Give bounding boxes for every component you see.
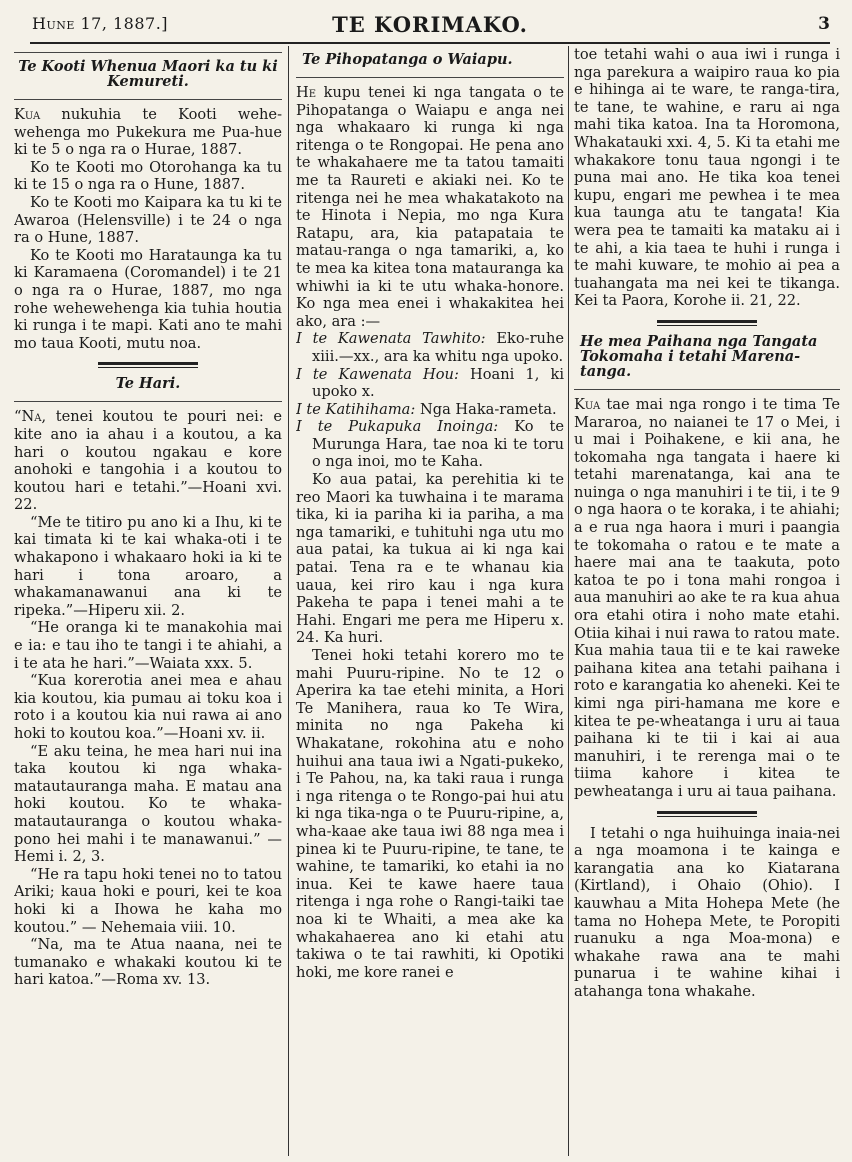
reading-list-item: I te Katihihama: Nga Haka-rameta. [296,400,557,418]
reading-list-item: I te Pukapuka Inoinga: Ko te Murunga Hara, tae noa ki te toru o nga inoi, mo te Kaha. [296,418,564,471]
divider [14,99,282,100]
paragraph: I tetahi o nga huihuinga inaia-nei a nga moamona i te kainga e karangatia ana ko Kiatarana (Kirtland), i Ohaio (Ohio). I kauwhau a Mita Hohepa Mete (he tama no Hohepa Mete, te Poropiti ruanuku a nga Moa-mona) e whakahe rawa ana te mahi punarua i te wahine kihai i atahanga tona whakahe. [574,824,840,1000]
column-rule [288,46,289,1156]
paragraph: Ko te Kooti mo Kaipara ka tu ki te Awaroa (Helensville) i te 24 o nga ra o Hune, 1887. [14,193,282,247]
article-heading: Te Kooti Whenua Maori ka tu ki Kemureti. [18,58,278,90]
paragraph: Kua tae mai nga rongo i te tima Te Mararoa, no naianei te 17 o Mei, i u mai i Poihakene, e kii ana, he tokomaha nga tangata i haere ki tetahi marenatanga, kai ana te nuinga o nga manuhiri i te tii, i te 9 o nga haora o te koraka, i te ahiahi; a e rua nga haora i muri i paangia te tokomaha o ratou e te mate a haere mai ana te taakuta, poto katoa te po i tona mahi rongoa i aua manuhiri ao ake te ra kua ahua ora etahi otira i noho mate etahi. Otiia kihai i nui rawa to ratou mate. Kua mahia taua tii e te kai raweke paihana kitea ana tetahi paihana i roto e karangatia ko aheneki. Kei te kimi nga piri-hamana me kore e kitea te pe-wheatanga i uru ai taua paihana ki te tii i kai ai aua manuhiri, i te rerenga mai o te tiima kahore i kitea te pewheatanga i uru ai taua paihana. [574,395,840,800]
paragraph: He kupu tenei ki nga tangata o te Pihopatanga o Waiapu e anga nei nga whakaaro ki runga ki nga ritenga o te Rongopai. He pena ano te whakahaere me ta tatou tamaiti me ta Raureti e akiaki nei. Ko te ritenga nei he mea whakatakoto na te Hinota i Nepia, mo nga Kura Ratapu, ara, kia patapataia te matau-ranga o nga tamariki, a, ko te mea ka kitea tona matauranga ka whiwhi ia ki te utu whaka-honore. Ko nga mea enei i whakakitea hei ako, ara :— [296,84,564,330]
article-heading: He mea Paihana nga Tangata Tokomaha i tetahi Marena-tanga. [580,332,818,380]
section-separator [98,362,198,368]
divider [574,389,840,390]
quotation: “He oranga ki te manakohia mai e ia: e tau iho te tangi i te ahiahi, a i te ata he hari.”—Waiata xxx. 5. [14,619,282,672]
quotation: “He ra tapu hoki tenei no to tatou Ariki; kaua hoki e pouri, kei te koa hoki ki a Ihowa he kaha mo koutou.” — Nehemaia viii. 10. [14,865,282,936]
column-rule [568,46,569,1156]
page-number: 3 [818,14,830,34]
divider [14,52,282,53]
paragraph: Ko aua patai, ka perehitia ki te reo Maori ka tuwhaina i te marama tika, ki ia pariha ki ia pariha, a ma nga tamariki, e tuhituhi nga utu mo aua patai, ka tukua ai ki nga kai patai. Tena ra e te whanau kia uaua, kei riro kau i nga kura Pakeha te papa i tenei mahi a te Hahi. Engari me pera me Hiperu x. 24. Ka huri. [296,471,564,647]
quotation: “E aku teina, he mea hari nui ina taka koutou ki nga whaka-matautauranga maha. E matau ana hoki koutou. Ko te whaka-matautauranga o koutou whaka-pono hei mahi i te manawanui.” —Hemi i. 2, 3. [14,742,282,866]
paragraph: Tenei hoki tetahi korero mo te mahi Puuru-ripine. No te 12 o Aperira ka tae etehi minita, a Hori Te Manihera, raua ko Te Wira, minita no nga Pakeha ki Whakatane, rokohina atu e noho huihui ana taua iwi a Ngati-pukeko, i Te Pahou, na, ka taki raua i runga i nga ritenga o te Rongo-pai hui atu ki nga tika-nga o te Puuru-ripine, a, wha-kaae ake taua iwi 88 nga mea i pinea ki te Puuru-ripine, te tane, te wahine, te tamariki, ko etahi ia no inua. Kei te kawe haere taua ritenga i nga rohe o Rangi-taiki tae noa ki te Whaiti, a mea ake ka whakahaerea ano ki etahi atu takiwa o te tai rawhiti, ki Opotiki hoki, me kore ranei e [296,647,564,981]
masthead-title: TE KORIMAKO. [332,12,528,37]
article-heading: Te Hari. [115,375,181,393]
reading-list-item: I te Kawenata Tawhito: Eko-ruhe xiii.—xx., ara ka whitu nga upoko. [296,330,564,365]
paragraph: Ko te Kooti mo Otorohanga ka tu ki te 15 o nga ra o Hune, 1887. [14,158,282,194]
column-1 [14,46,282,989]
section-separator [657,811,757,817]
quotation: “Na, ma te Atua naana, nei te tumanako e whakaki koutou ki te hari katoa.”—Roma xv. 13. [14,936,282,989]
quotation: “Me te titiro pu ano ki a Ihu, ki te kai timata ki te kai whaka-oti i te whakapono i whakaaro hoki ia ki te hari i tona aroaro, a whakamanawanui ana ki te ripeka.”—Hiperu xii. 2. [14,513,282,619]
section-separator [657,320,757,326]
article-heading: Te Pihopatanga o Waiapu. [302,51,513,68]
divider [14,401,282,402]
quotation: “Na, tenei koutou te pouri nei: e kite ano ia ahau i a koutou, a ka hari o koutou ngakau e kore anohoki e tangohia i a koutou to koutou hari e tetahi.”—Hoani xvi. 22. [14,408,282,514]
reading-list-item: I te Kawenata Hou: Hoani 1, ki upoko x. [296,365,564,401]
page-header [30,8,830,44]
quotation: “Kua korerotia anei mea e ahau kia koutou, kia pumau ai toku koa i roto i a koutou kia nui rawa ai ano hoki to koutou koa.”—Hoani xv. ii. [14,672,282,742]
issue-date: Hune 17, 1887.] [32,14,169,33]
divider [296,77,564,78]
paragraph: Ko te Kooti mo Harataunga ka tu ki Karamaena (Coromandel) i te 21 o nga ra o Hurae, 1887, mo nga rohe wehewehenga kia tuhia houtia ki runga i te mapi. Kati ano te mahi mo taua Kooti, mutu noa. [14,246,282,352]
column-3 [574,46,840,1001]
paragraph: Kua nukuhia te Kooti wehe-wehenga mo Pukekura me Pua-hue ki te 5 o nga ra o Hurae, 1887. [14,106,282,159]
paragraph: toe tetahi wahi o aua iwi i runga i nga parekura a waipiro raua ko pia e hihinga ai te ware, te ranga-tira, te tane, te wahine, e raru ai nga mahi tika katoa. Ina ta Horomona, Whakatauki xxi. 4, 5. Ki ta etahi me whakakore tonu taua ngongi i te puna mai ano. He tika koa tenei kupu, engari me pewhea i te mea kua taunga atu te tangata! Kia wera pea te tamaiti ka mataku ai i te ahi, a kia taea te huhi i runga i te mahi kuware, te mohio ai pea a tuahangata ma nei kei te tikanga. Kei ta Paora, Korohe ii. 21, 22. [574,46,840,310]
column-2 [296,46,564,981]
